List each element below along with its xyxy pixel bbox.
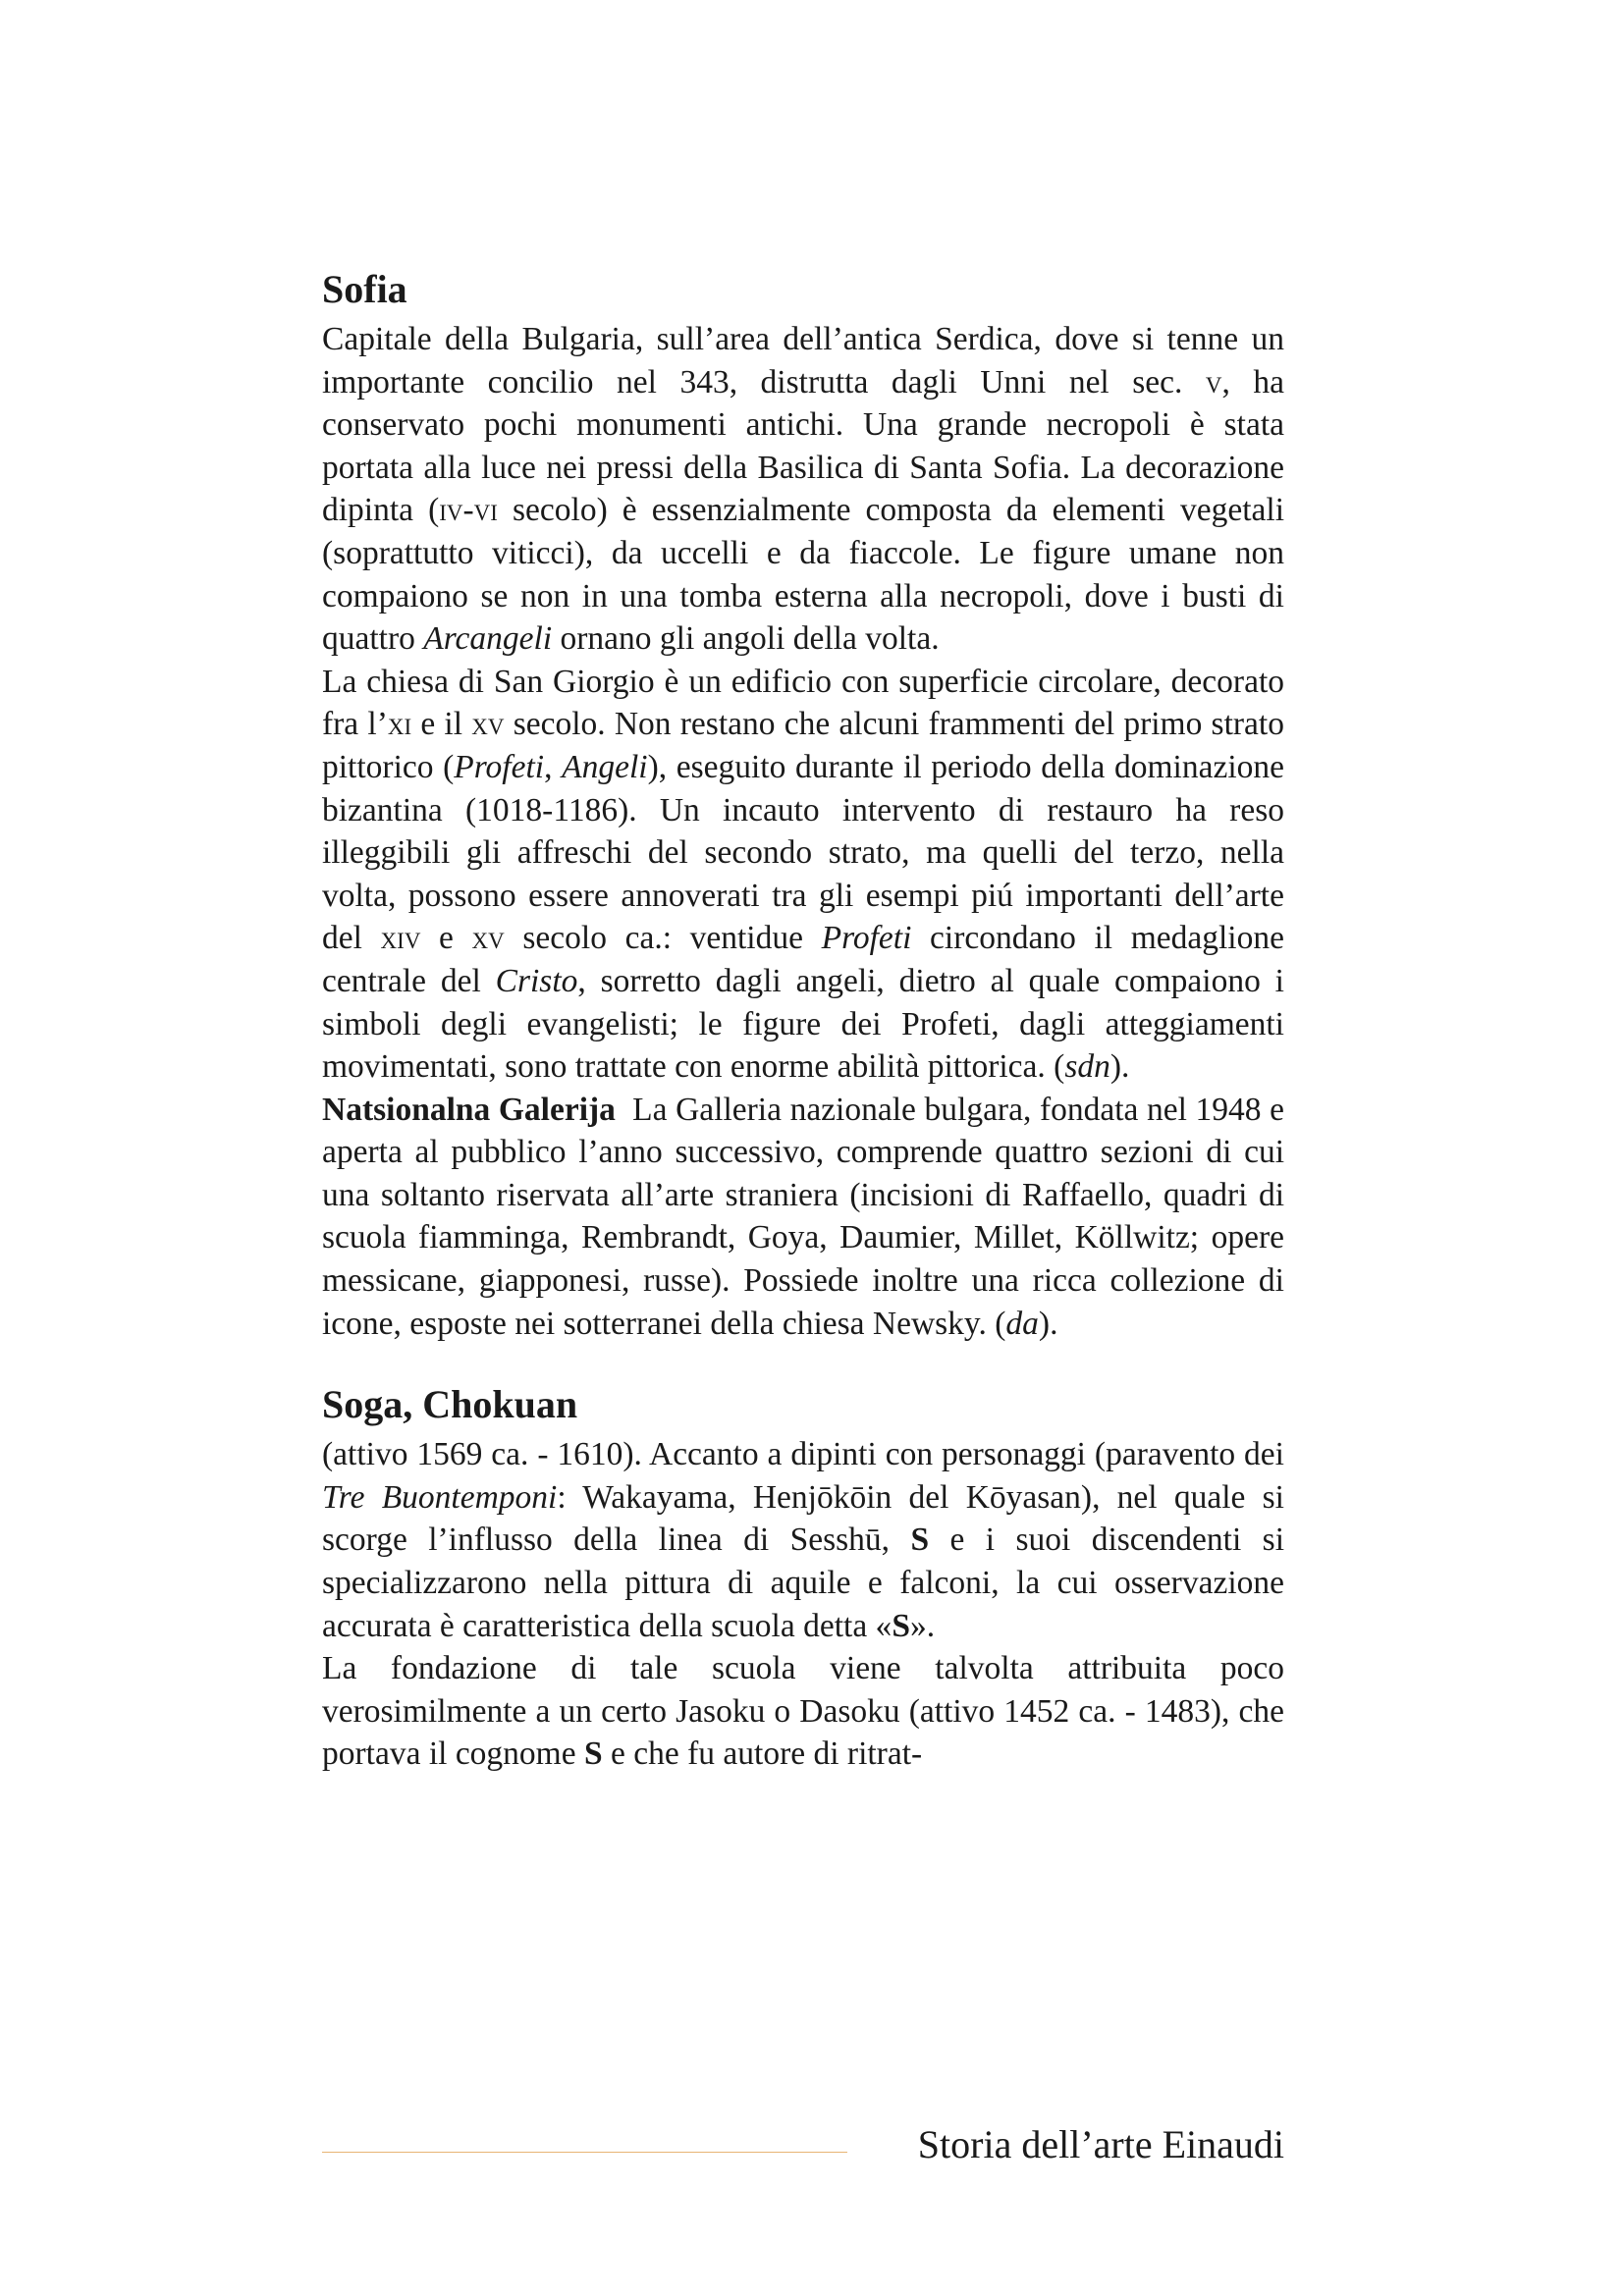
- paragraph: [322, 661, 1284, 1089]
- text: e il: [411, 706, 472, 743]
- paragraph: [322, 1089, 1293, 1346]
- publisher-name: Storia dell’arte Einaudi: [917, 2122, 1284, 2166]
- text: e che fu autore di ritrat-: [602, 1735, 923, 1773]
- entry-title: Soga, Chokuan: [322, 1382, 578, 1427]
- artwork-title: Profeti: [454, 748, 545, 785]
- page-footer: [322, 2120, 1284, 2169]
- text: circondano il medaglione centrale del: [322, 920, 1284, 999]
- author-initials: da: [1005, 1305, 1039, 1342]
- text: La Galleria nazionale bulgara, fondata nel 1948 e aperta al pubblico l’anno successivo, comprende quattro sezioni di cui una soltanto riservata all’arte straniera (incisioni di Raffaello, quadri di scuola fiamminga, Rembrandt, Goya, Daumier, Millet, Köllwitz; opere messicane, giapponesi, russe). Possiede inoltre una ricca collezione di icone, esposte nei sotterranei della chiesa Newsky. (: [322, 1091, 1293, 1342]
- name-abbreviation: S: [584, 1735, 603, 1773]
- entry-title: Sofia: [322, 267, 407, 311]
- text: La chiesa di San Giorgio è un edificio con superficie circolare, decorato fra l’: [322, 663, 1284, 743]
- footer-rule: [322, 2152, 847, 2153]
- century-numeral: xv: [471, 706, 505, 743]
- entry-sofia: [322, 265, 1293, 1345]
- artwork-title: Profeti: [821, 920, 912, 957]
- name-abbreviation: S: [892, 1607, 910, 1644]
- text: secolo. Non restano che alcuni frammenti del primo strato pittorico (: [322, 706, 1284, 785]
- artwork-title: Tre Buontemponi: [322, 1478, 558, 1516]
- text: : Wakayama, Henjōkōin del Kōyasan), nel quale si scorge l’influsso della linea di Sesshū,: [322, 1478, 1284, 1559]
- century-numeral: xi: [387, 706, 412, 743]
- entry-soga-chokuan: [322, 1380, 1284, 1776]
- text: ».: [909, 1607, 936, 1644]
- text: secolo) è essenzialmente composta da elementi vegetali (soprattutto viticci), da uccelli e da fiaccole. Le figure umane non compaiono se non in una tomba esterna alla necropoli, dove i busti di quattro: [322, 492, 1285, 658]
- artwork-title: Cristo: [495, 962, 578, 999]
- page-body: [322, 265, 1293, 1776]
- text: ), eseguito durante il periodo della dominazione bizantina (1018-1186). Un incauto intervento di restauro ha reso illeggibili gli affreschi del secondo strato, ma quelli del terzo, nella volta, possono essere annoverati tra gli esempi piú importanti dell’arte del: [322, 748, 1284, 957]
- text: Capitale della Bulgaria, sull’area dell’antica Serdica, dove si tenne un importante concilio nel 343, distrutta dagli Unni nel sec.: [322, 321, 1284, 400]
- text: ornano gli angoli della volta.: [552, 620, 940, 658]
- text: ,: [544, 748, 563, 785]
- text: , sorretto dagli angeli, dietro al quale compaiono i simboli degli evangelisti; le figure dei Profeti, dagli atteggiamenti movimentati, sono trattate con enorme abilità pittorica. (: [322, 962, 1284, 1086]
- century-numeral: xiv: [380, 920, 421, 957]
- artwork-title: Angeli: [562, 748, 648, 785]
- artwork-title: Arcangeli: [423, 620, 553, 658]
- text: , ha conservato pochi monumenti antichi. Una grande necropoli è stata portata alla luce nei pressi della Basilica di Santa Sofia. La decorazione dipinta (: [322, 363, 1285, 529]
- paragraph: [322, 1647, 1284, 1776]
- century-numeral: xv: [471, 920, 505, 957]
- text: La fondazione di tale scuola viene talvolta attribuita poco verosimilmente a un certo Jasoku o Dasoku (attivo 1452 ca. - 1483), che portava il cognome: [322, 1650, 1284, 1773]
- author-initials: sdn: [1064, 1048, 1110, 1086]
- text: ).: [1038, 1305, 1058, 1342]
- text: e: [420, 920, 472, 957]
- text: ).: [1109, 1048, 1130, 1086]
- text: e i suoi discendenti si specializzarono nella pittura di aquile e falconi, la cui osservazione accurata è caratteristica della scuola detta «: [322, 1522, 1285, 1644]
- name-abbreviation: S: [910, 1522, 930, 1559]
- text: secolo ca.: ventidue: [504, 920, 822, 957]
- paragraph: [322, 318, 1284, 661]
- paragraph: [322, 1433, 1284, 1647]
- century-numeral: iv-vi: [439, 492, 498, 529]
- subentry-title: Natsionalna Galerija: [322, 1091, 616, 1128]
- century-numeral: v: [1205, 363, 1222, 400]
- text: (attivo 1569 ca. - 1610). Accanto a dipinti con personaggi (paravento dei: [322, 1436, 1284, 1473]
